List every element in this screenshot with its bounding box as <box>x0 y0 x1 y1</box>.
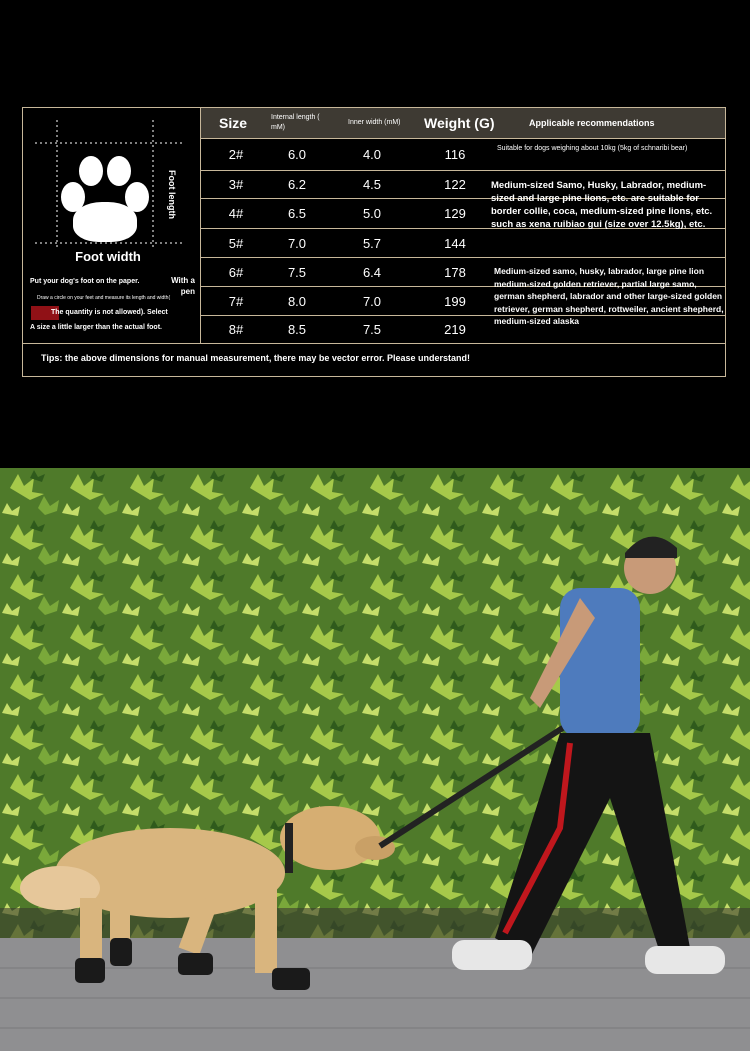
cell-length: 8.0 <box>287 294 307 309</box>
cell-size: 3# <box>228 177 244 192</box>
paw-print-icon <box>59 146 151 242</box>
header-weight: Weight (G) <box>424 115 495 131</box>
foot-measure-diagram <box>23 108 201 343</box>
photo-illustration <box>0 468 750 1051</box>
cell-weight: 199 <box>444 294 466 309</box>
cell-size: 5# <box>228 236 244 251</box>
recommendation-2: Medium-sized Samo, Husky, Labrador, medium-sized and large pine lions, etc. are suitable for border collie, coca, medium-sized pine lions, etc. such as xena ruibiao gui (size over 12.5kg), etc. <box>491 180 713 230</box>
tips-note: Tips: the above dimensions for manual measurement, there may be vector error. Please understand! <box>23 343 725 377</box>
cell-width: 7.0 <box>362 294 382 309</box>
cell-length: 6.5 <box>287 206 307 221</box>
table-row <box>201 228 725 258</box>
cell-width: 5.7 <box>362 236 382 251</box>
cell-size: 4# <box>228 206 244 221</box>
cell-width: 7.5 <box>362 322 382 337</box>
header-internal-length: Internal length ( mM) <box>271 114 320 131</box>
cell-size: 2# <box>228 147 244 162</box>
cell-size: 7# <box>228 294 244 309</box>
cell-weight: 116 <box>444 147 466 162</box>
cell-length: 7.5 <box>287 265 307 280</box>
size-chart-panel <box>22 107 726 377</box>
cell-weight: 122 <box>444 177 466 192</box>
cell-size: 6# <box>228 265 244 280</box>
cell-weight: 178 <box>444 265 466 280</box>
size-table <box>201 108 725 343</box>
cell-length: 7.0 <box>287 236 307 251</box>
header-recommendations: Applicable recommendations <box>529 118 655 128</box>
cell-length: 6.2 <box>287 177 307 192</box>
instruction-5: A size a little larger than the actual foot. <box>30 324 162 331</box>
header-size: Size <box>219 115 248 131</box>
instruction-4: The quantity is not allowed). Select <box>51 309 168 316</box>
cell-width: 4.0 <box>362 147 382 162</box>
foot-width-label: Foot width <box>75 249 141 264</box>
header-inner-width: Inner width (mM) <box>348 119 401 126</box>
recommendation-1: Suitable for dogs weighing about 10kg (5kg of schnaribi bear) <box>497 145 688 152</box>
foot-length-label: Foot length <box>167 170 177 219</box>
cell-width: 5.0 <box>362 206 382 221</box>
cell-size: 8# <box>228 322 244 337</box>
table-header <box>201 108 725 138</box>
cell-width: 4.5 <box>362 177 382 192</box>
cell-length: 8.5 <box>287 322 307 337</box>
cell-weight: 129 <box>444 206 466 221</box>
table-row <box>201 138 725 171</box>
dog-walking-photo <box>0 468 750 1051</box>
cell-weight: 219 <box>444 322 466 337</box>
cell-weight: 144 <box>444 236 466 251</box>
instruction-1: Put your dog's foot on the paper. <box>30 278 140 285</box>
instruction-3: Draw a circle on your feet and measure its length and width( <box>37 295 171 301</box>
cell-width: 6.4 <box>362 265 382 280</box>
recommendation-3: Medium-sized samo, husky, labrador, large pine lion medium-sized golden retriever, partial large samo, german shepherd, labrador and other large-sized golden retriever, german shepherd, rottweiler, ancient shepherd, medium-sized alaska <box>494 266 724 326</box>
instruction-2: With a pen <box>171 276 195 296</box>
cell-length: 6.0 <box>287 147 307 162</box>
